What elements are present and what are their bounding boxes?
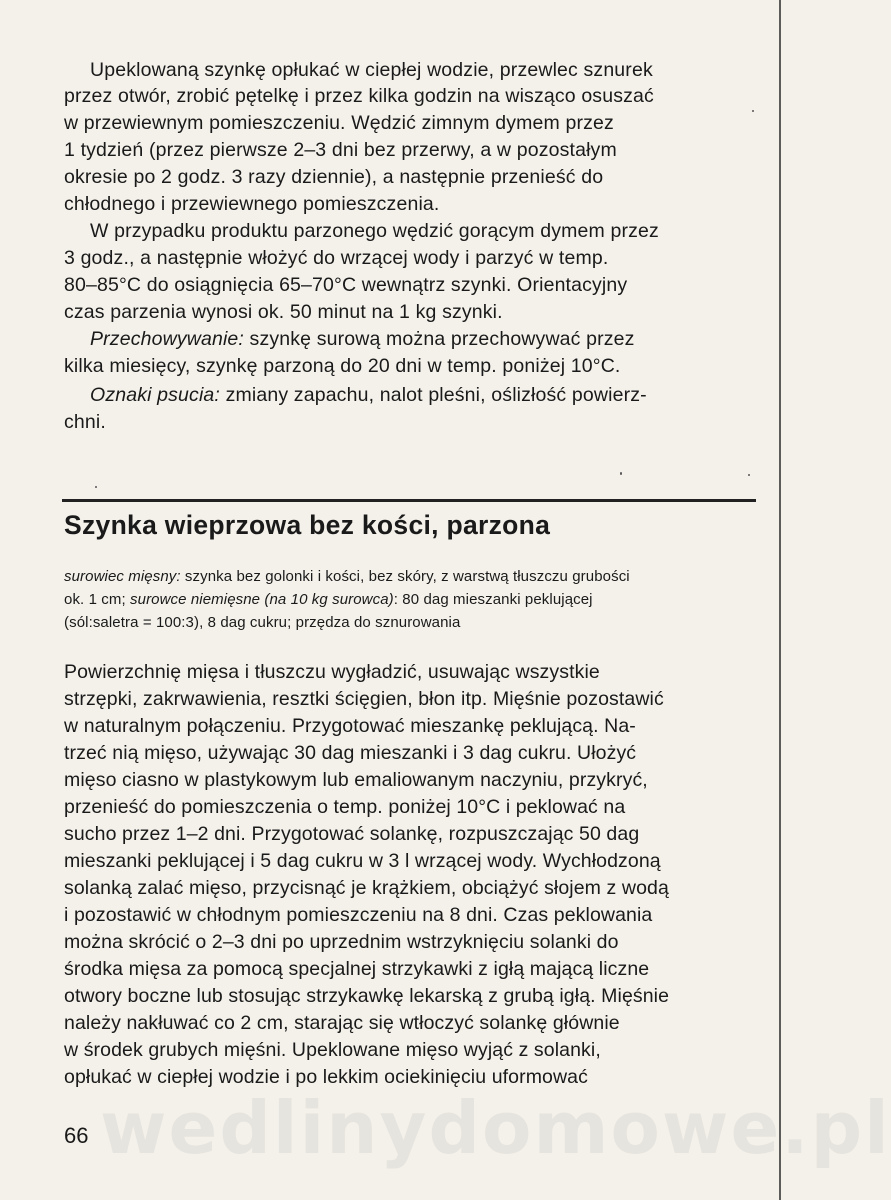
text-line: w przewiewnym pomieszczeniu. Wędzić zimnym dymem przez bbox=[64, 112, 614, 134]
page-number: 66 bbox=[64, 1123, 89, 1148]
ingredients-line bbox=[64, 566, 630, 588]
text-line: sucho przez 1–2 dni. Przygotować solankę, rozpuszczając 50 dag bbox=[64, 823, 640, 845]
scan-speck bbox=[752, 110, 754, 112]
scan-speck bbox=[620, 472, 622, 475]
scan-speck bbox=[748, 474, 750, 476]
text-line: przez otwór, zrobić pętelkę i przez kilka godzin na wisząco osuszać bbox=[64, 85, 654, 107]
section-divider bbox=[62, 499, 756, 502]
raw-material-text: szynka bez golonki i kości, bez skóry, z warstwą tłuszczu grubości bbox=[180, 568, 630, 585]
scan-speck bbox=[95, 486, 97, 488]
text-line: strzępki, zakrwawienia, resztki ścięgien, błon itp. Mięśnie pozostawić bbox=[64, 688, 664, 710]
spoilage-line bbox=[90, 382, 647, 408]
text-line: okresie po 2 godz. 3 razy dziennie), a następnie przenieść do bbox=[64, 166, 604, 188]
text-line: mięso ciasno w plastykowym lub emaliowanym naczyniu, przykryć, bbox=[64, 769, 648, 791]
text-line: opłukać w ciepłej wodzie i po lekkim ociekinięciu uformować bbox=[64, 1066, 588, 1088]
text-line: kilka miesięcy, szynkę parzoną do 20 dni w temp. poniżej 10°C. bbox=[64, 355, 621, 377]
non-meat-label: surowce niemięsne (na 10 kg surowca) bbox=[130, 591, 394, 608]
text-line: i pozostawić w chłodnym pomieszczeniu na 8 dni. Czas peklowania bbox=[64, 904, 653, 926]
storage-text: szynkę surową można przechowywać przez bbox=[243, 328, 635, 350]
spoilage-label: Oznaki psucia: bbox=[90, 384, 220, 406]
text-line: mieszanki peklującej i 5 dag cukru w 3 l wrzącej wody. Wychłodzoną bbox=[64, 850, 661, 872]
text-line: w naturalnym połączeniu. Przygotować mieszankę peklującą. Na- bbox=[64, 715, 636, 737]
text-line: chłodnego i przewiewnego pomieszczenia. bbox=[64, 193, 440, 215]
storage-label: Przechowywanie: bbox=[90, 328, 244, 350]
text-line: czas parzenia wynosi ok. 50 minut na 1 kg szynki. bbox=[64, 301, 503, 323]
text-line: w środek grubych mięśni. Upeklowane mięso wyjąć z solanki, bbox=[64, 1039, 601, 1061]
text-line: trzeć nią mięso, używając 30 dag mieszanki i 3 dag cukru. Ułożyć bbox=[64, 742, 637, 764]
ingredients-text: : 80 dag mieszanki peklującej bbox=[393, 591, 593, 608]
watermark: wedlinydomowe.pl bbox=[100, 1086, 891, 1170]
text-line: solanką zalać mięso, przycisnąć je krążkiem, obciążyć słojem z wodą bbox=[64, 877, 669, 899]
section-title: Szynka wieprzowa bez kości, parzona bbox=[64, 510, 551, 540]
text-line: 80–85°C do osiągnięcia 65–70°C wewnątrz szynki. Orientacyjny bbox=[64, 274, 628, 296]
ingredients-line bbox=[64, 589, 593, 611]
ingredients-line: (sól:saletra = 100:3), 8 dag cukru; przędza do sznurowania bbox=[64, 614, 461, 631]
page-edge-line bbox=[779, 0, 781, 1200]
text-line: przenieść do pomieszczenia o temp. poniżej 10°C i peklować na bbox=[64, 796, 626, 818]
text-line: 3 godz., a następnie włożyć do wrzącej wody i parzyć w temp. bbox=[64, 247, 609, 269]
text-line: Upeklowaną szynkę opłukać w ciepłej wodzie, przewlec sznurek bbox=[90, 59, 653, 81]
text-line: należy nakłuwać co 2 cm, starając się wtłoczyć solankę głównie bbox=[64, 1012, 620, 1034]
text-line: otwory boczne lub stosując strzykawkę lekarską z grubą igłą. Mięśnie bbox=[64, 985, 670, 1007]
raw-material-label: surowiec mięsny: bbox=[64, 568, 181, 585]
text-line: środka mięsa za pomocą specjalnej strzykawki z igłą mającą liczne bbox=[64, 958, 650, 980]
text-line: W przypadku produktu parzonego wędzić gorącym dymem przez bbox=[90, 220, 659, 242]
ingredients-text: ok. 1 cm; bbox=[64, 591, 131, 608]
text-line: Powierzchnię mięsa i tłuszczu wygładzić, usuwając wszystkie bbox=[64, 661, 600, 683]
text-line: 1 tydzień (przez pierwsze 2–3 dni bez przerwy, a w pozostałym bbox=[64, 139, 617, 161]
spoilage-text: zmiany zapachu, nalot pleśni, oślizłość powierz- bbox=[220, 384, 647, 406]
text-line: chni. bbox=[64, 411, 106, 433]
storage-line bbox=[90, 326, 635, 352]
text-line: można skrócić o 2–3 dni po uprzednim wstrzyknięciu solanki do bbox=[64, 931, 619, 953]
